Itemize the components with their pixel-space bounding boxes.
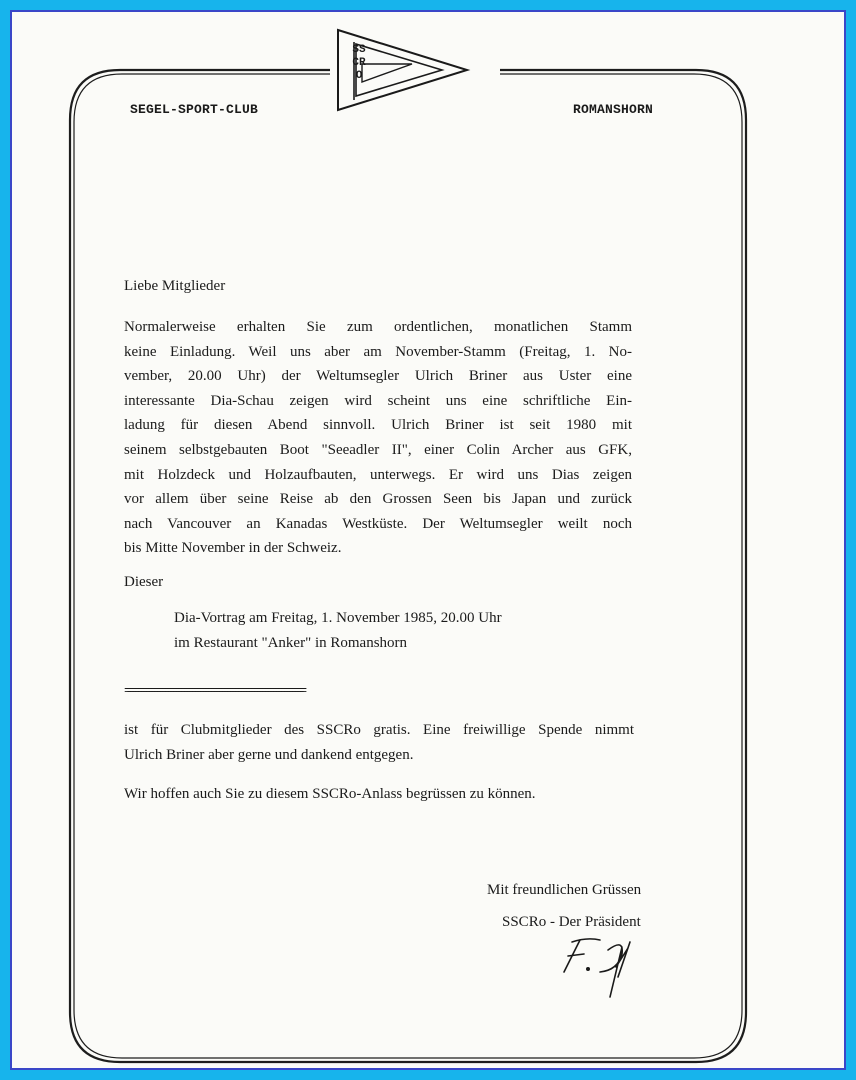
paragraph-line: vor allem über seine Reise ab den Grossen Seen bis Japan und zurück: [124, 491, 632, 508]
paragraph-line: interessante Dia-Schau zeigen wird scheint uns eine schriftliche Ein-: [124, 392, 632, 409]
logo-letters: SSCRO: [352, 44, 366, 82]
separator-line: ==================================================================: [124, 684, 303, 698]
paragraph-line: bis Mitte November in der Schweiz.: [124, 540, 342, 557]
paragraph-line: Ulrich Briner aber gerne und dankend entgegen.: [124, 746, 414, 763]
paragraph-line: vember, 20.00 Uhr) der Weltumsegler Ulrich Briner aus Uster eine: [124, 368, 632, 385]
paragraph-line: nach Vancouver an Kanadas Westküste. Der Weltumsegler weilt noch: [124, 515, 632, 532]
paragraph-free: [124, 718, 634, 767]
paragraph-intro: [124, 315, 632, 561]
club-location: ROMANSHORN: [573, 102, 654, 117]
closing-greeting: Mit freundlichen Grüssen: [487, 882, 642, 898]
club-name: SEGEL-SPORT-CLUB: [130, 102, 259, 117]
paragraph-closing-wish: Wir hoffen auch Sie zu diesem SSCRo-Anlass begrüssen zu können.: [124, 786, 536, 802]
paragraph-line: seinem selbstgebauten Boot "Seeadler II", einer Colin Archer aus GFK,: [124, 441, 632, 458]
signature-icon: [564, 939, 630, 997]
paragraph-line: ist für Clubmitglieder des SSCRo gratis. Eine freiwillige Spende nimmt: [124, 722, 634, 738]
dieser-label: Dieser: [124, 574, 164, 590]
salutation: Liebe Mitglieder: [124, 278, 226, 294]
signatory: SSCRo - Der Präsident: [502, 914, 641, 930]
paragraph-line: mit Holzdeck und Holzaufbauten, unterwegs. Er wird uns Dias zeigen: [124, 466, 632, 483]
event-line: Dia-Vortrag am Freitag, 1. November 1985, 20.00 Uhr: [174, 610, 502, 626]
letter-page: [10, 10, 846, 1070]
paragraph-line: Normalerweise erhalten Sie zum ordentlichen, monatlichen Stamm: [124, 319, 632, 335]
event-details: [174, 606, 502, 655]
paragraph-line: keine Einladung. Weil uns aber am November-Stamm (Freitag, 1. No-: [124, 343, 632, 360]
event-line: im Restaurant "Anker" in Romanshorn: [174, 634, 408, 651]
paragraph-line: ladung für diesen Abend sinnvoll. Ulrich Briner ist seit 1980 mit: [124, 417, 632, 434]
